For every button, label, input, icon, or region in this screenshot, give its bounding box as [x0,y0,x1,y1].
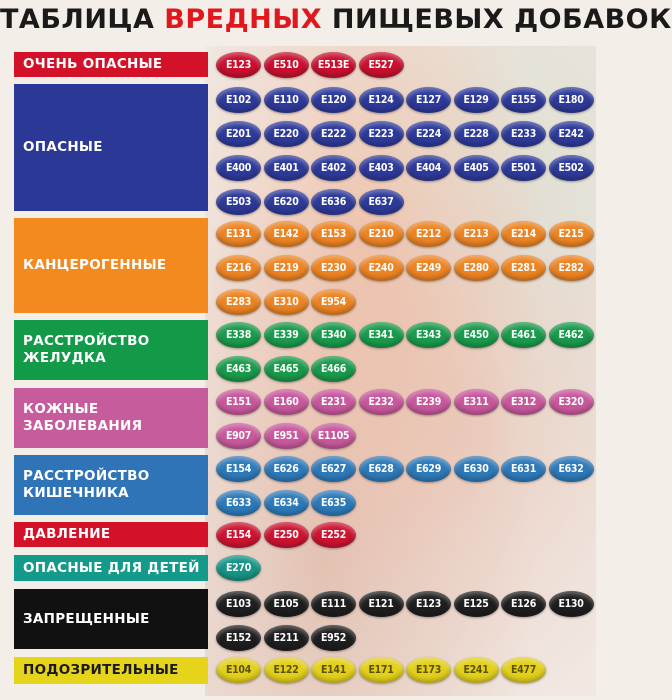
additive-code: E252 [311,522,356,548]
category-label: КОЖНЫЕ ЗАБОЛЕВАНИЯ [14,388,208,448]
additive-code: E340 [311,322,356,348]
additive-code: E338 [216,322,261,348]
additive-code: E104 [216,657,261,683]
additive-code: E477 [501,657,546,683]
additive-code: E240 [359,255,404,281]
additive-code: E121 [359,591,404,617]
additive-code: E270 [216,555,261,581]
additive-code: E153 [311,221,356,247]
additive-code: E180 [549,87,594,113]
additive-code: E513E [311,52,356,78]
additive-code: E103 [216,591,261,617]
additive-code: E463 [216,356,261,382]
additive-code: E242 [549,121,594,147]
additive-code: E462 [549,322,594,348]
additive-code: E634 [264,490,309,516]
additive-code: E341 [359,322,404,348]
additive-code: E111 [311,591,356,617]
category-label: ОПАСНЫЕ [14,84,208,211]
additive-code: E120 [311,87,356,113]
additive-code: E224 [406,121,451,147]
additive-code: E211 [264,625,309,651]
additive-code: E154 [216,456,261,482]
additive-code: E401 [264,155,309,181]
additive-code: E231 [311,389,356,415]
additive-code: E131 [216,221,261,247]
additive-code: E155 [501,87,546,113]
additive-code: E212 [406,221,451,247]
additive-code: E312 [501,389,546,415]
additive-code: E404 [406,155,451,181]
additive-code: E210 [359,221,404,247]
category-label: КАНЦЕРОГЕННЫЕ [14,218,208,313]
additive-code: E403 [359,155,404,181]
additive-code: E907 [216,423,261,449]
additive-code: E223 [359,121,404,147]
additive-code: E250 [264,522,309,548]
additive-code: E635 [311,490,356,516]
additive-code: E239 [406,389,451,415]
category-label: ЗАПРЕЩЕННЫЕ [14,589,208,649]
additive-code: E282 [549,255,594,281]
additive-code: E122 [264,657,309,683]
additive-code: E466 [311,356,356,382]
additive-code: E127 [406,87,451,113]
additive-code: E280 [454,255,499,281]
additive-code: E628 [359,456,404,482]
additive-code: E281 [501,255,546,281]
additive-code: E152 [216,625,261,651]
additive-code: E310 [264,289,309,315]
additive-code: E311 [454,389,499,415]
title-suffix: ПИЩЕВЫХ ДОБАВОК [322,4,672,35]
additive-code: E626 [264,456,309,482]
additive-code: E130 [549,591,594,617]
additive-code: E124 [359,87,404,113]
additive-code: E232 [359,389,404,415]
additive-code: E215 [549,221,594,247]
additive-code: E339 [264,322,309,348]
category-label: ОПАСНЫЕ ДЛЯ ДЕТЕЙ [14,555,208,581]
additive-code: E249 [406,255,451,281]
additive-code: E125 [454,591,499,617]
additive-code: E220 [264,121,309,147]
additive-code: E228 [454,121,499,147]
additive-code: E633 [216,490,261,516]
additive-code: E141 [311,657,356,683]
additive-code: E171 [359,657,404,683]
category-label: РАССТРОЙСТВО КИШЕЧНИКА [14,455,208,515]
additive-code: E214 [501,221,546,247]
additive-code: E627 [311,456,356,482]
additive-code: E142 [264,221,309,247]
additive-code: E632 [549,456,594,482]
additive-code: E629 [406,456,451,482]
additive-code: E951 [264,423,309,449]
additive-code: E173 [406,657,451,683]
additive-code: E230 [311,255,356,281]
additive-code: E123 [406,591,451,617]
title-prefix: ТАБЛИЦА [0,4,165,35]
additive-code: E151 [216,389,261,415]
additive-code: E527 [359,52,404,78]
additive-code: E110 [264,87,309,113]
additive-code: E126 [501,591,546,617]
page-title [0,4,672,35]
additive-code: E954 [311,289,356,315]
additive-code: E154 [216,522,261,548]
additive-code: E510 [264,52,309,78]
additive-code: E160 [264,389,309,415]
additive-code: E402 [311,155,356,181]
additive-code: E213 [454,221,499,247]
additive-code: E465 [264,356,309,382]
additive-code: E233 [501,121,546,147]
additive-code: E503 [216,189,261,215]
additive-code: E320 [549,389,594,415]
category-label: ДАВЛЕНИЕ [14,522,208,547]
category-label: ПОДОЗРИТЕЛЬНЫЕ [14,657,208,684]
additive-code: E283 [216,289,261,315]
additive-code: E400 [216,155,261,181]
additive-code: E343 [406,322,451,348]
additive-code: E637 [359,189,404,215]
additive-code: E102 [216,87,261,113]
additive-code: E123 [216,52,261,78]
category-label: ОЧЕНЬ ОПАСНЫЕ [14,52,208,77]
additive-code: E241 [454,657,499,683]
additive-code: E219 [264,255,309,281]
additive-code: E405 [454,155,499,181]
additive-code: E636 [311,189,356,215]
additive-code: E502 [549,155,594,181]
additive-code: E461 [501,322,546,348]
additive-code: E952 [311,625,356,651]
additive-code: E216 [216,255,261,281]
additive-code: E1105 [311,423,356,449]
category-label: РАССТРОЙСТВО ЖЕЛУДКА [14,320,208,380]
additive-code: E105 [264,591,309,617]
additive-code: E201 [216,121,261,147]
additive-code: E631 [501,456,546,482]
additive-code: E129 [454,87,499,113]
additive-code: E630 [454,456,499,482]
additive-code: E222 [311,121,356,147]
additive-code: E620 [264,189,309,215]
additive-code: E501 [501,155,546,181]
title-highlight: ВРЕДНЫХ [164,4,323,35]
additive-code: E450 [454,322,499,348]
